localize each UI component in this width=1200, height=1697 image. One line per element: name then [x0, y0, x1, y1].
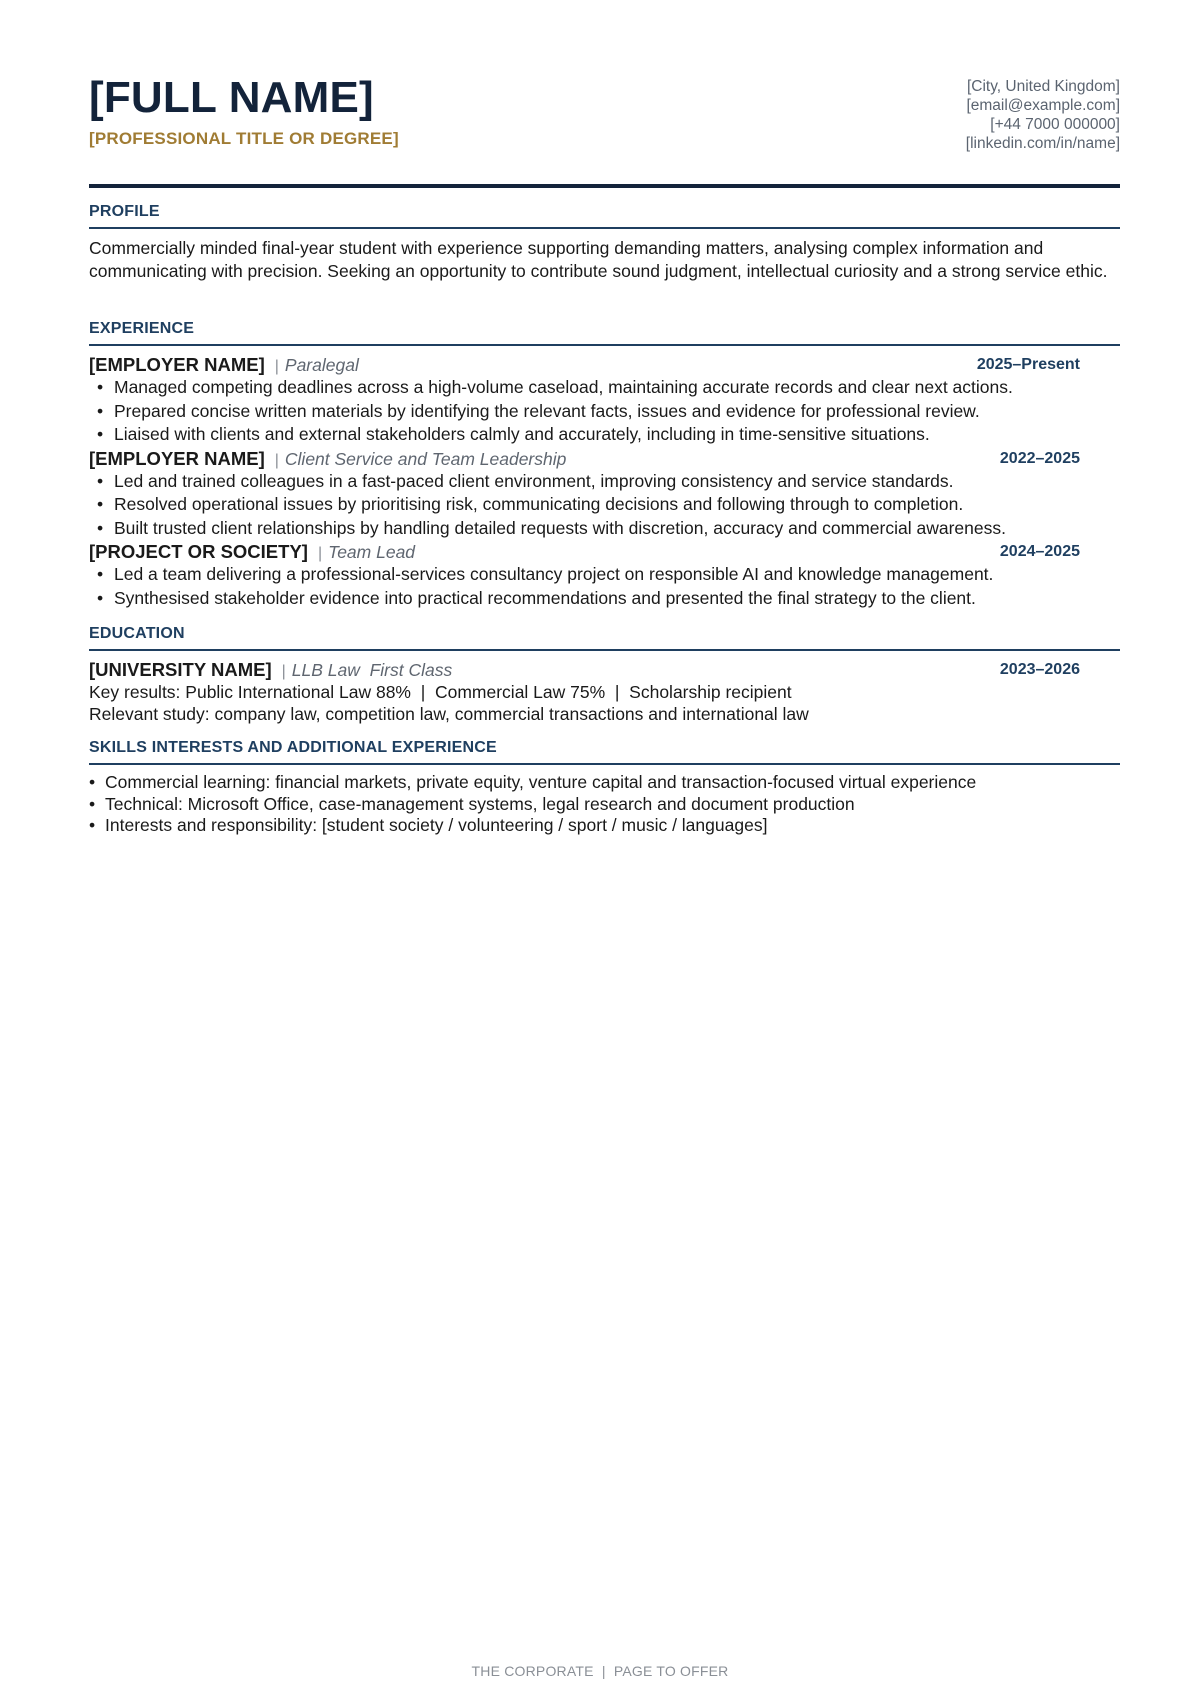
education-section: [89, 625, 1120, 725]
entry-header: [89, 447, 1120, 470]
separator: |: [274, 451, 279, 469]
resume-page: [89, 0, 1120, 835]
contact-email: [email@example.com]: [966, 97, 1120, 114]
relevant-study: Relevant study: company law, competition law, commercial transactions and international law: [89, 704, 809, 724]
experience-section: [89, 320, 1120, 610]
bullet-item: • Built trusted client relationships by handling detailed requests with discretion, accuracy and commercial awareness.: [89, 517, 1120, 541]
full-name: [FULL NAME]: [89, 73, 374, 122]
job-role: Client Service and Team Leadership: [284, 448, 567, 469]
profile-text: Commercially minded final-year student with experience supporting demanding matters, analysing complex information and communicating with precision. Seeking an opportunity to contribute sound judgment, intellectual curiosity and a strong service ethic.: [89, 238, 1108, 281]
resume-header: [89, 0, 1120, 188]
section-heading-experience: EXPERIENCE: [89, 320, 1120, 346]
section-heading-education: EDUCATION: [89, 625, 1120, 651]
skill-item: • Interests and responsibility: [student society / volunteering / sport / music / languages]: [89, 815, 1120, 837]
bullet-item: • Managed competing deadlines across a high-volume caseload, maintaining accurate records and clear next actions.: [89, 376, 1120, 400]
bullet-item: • Resolved operational issues by prioritising risk, communicating decisions and following through to completion.: [89, 493, 1120, 517]
employer-name: [EMPLOYER NAME]: [89, 354, 265, 375]
entry-header: [89, 540, 1120, 563]
header-divider: [89, 184, 1120, 188]
bullet-item: • Led a team delivering a professional-services consultancy project on responsible AI and knowledge management.: [89, 563, 1120, 587]
section-heading-profile: PROFILE: [89, 203, 1120, 229]
bullet-item: • Liaised with clients and external stakeholders calmly and accurately, including in time-sensitive situations.: [89, 423, 1120, 447]
skill-item: • Technical: Microsoft Office, case-management systems, legal research and document production: [89, 794, 1120, 816]
bullet-list: [89, 563, 1120, 610]
contact-location: [City, United Kingdom]: [966, 78, 1120, 95]
contact-block: [966, 77, 1120, 153]
separator: |: [281, 663, 286, 680]
experience-entry: [89, 353, 1120, 447]
project-name: [PROJECT OR SOCIETY]: [89, 541, 308, 562]
skill-item: • Commercial learning: financial markets, private equity, venture capital and transaction-focused virtual experience: [89, 772, 1120, 794]
university-name: [UNIVERSITY NAME]: [89, 659, 272, 680]
section-heading-skills: SKILLS INTERESTS AND ADDITIONAL EXPERIENCE: [89, 739, 1120, 765]
education-dates: 2023–2026: [999, 661, 1080, 678]
entry-header: [89, 353, 1120, 376]
experience-entry: [89, 540, 1120, 610]
entry-dates: 2022–2025: [999, 449, 1080, 467]
degree: LLB Law First Class: [291, 660, 453, 680]
professional-title: [PROFESSIONAL TITLE OR DEGREE]: [89, 129, 399, 148]
bullet-item: • Synthesised stakeholder evidence into practical recommendations and presented the final strategy to the client.: [89, 587, 1120, 611]
bullet-list: [89, 470, 1120, 541]
bullet-item: • Led and trained colleagues in a fast-paced client environment, improving consistency and service standards.: [89, 470, 1120, 494]
contact-linkedin: [linkedin.com/in/name]: [965, 135, 1120, 152]
job-role: Paralegal: [284, 355, 359, 375]
experience-entry: [89, 447, 1120, 541]
key-results: Key results: Public International Law 88% | Commercial Law 75% | Scholarship recipient: [89, 682, 792, 702]
bullet-item: • Prepared concise written materials by identifying the relevant facts, issues and evidence for professional review.: [89, 400, 1120, 424]
employer-name: [EMPLOYER NAME]: [89, 447, 265, 469]
entry-dates: 2024–2025: [999, 543, 1080, 560]
job-role: Team Lead: [328, 542, 416, 562]
entry-dates: 2025–Present: [976, 356, 1080, 373]
separator: |: [274, 358, 279, 375]
education-header: [89, 658, 1120, 681]
separator: |: [317, 545, 323, 562]
skills-list: [89, 772, 1120, 837]
page-footer: THE CORPORATE | PAGE TO OFFER: [471, 1663, 729, 1679]
skills-section: [89, 739, 1120, 837]
bullet-list: [89, 376, 1120, 447]
profile-section: [89, 203, 1120, 283]
contact-phone: [+44 7000 000000]: [990, 116, 1120, 133]
